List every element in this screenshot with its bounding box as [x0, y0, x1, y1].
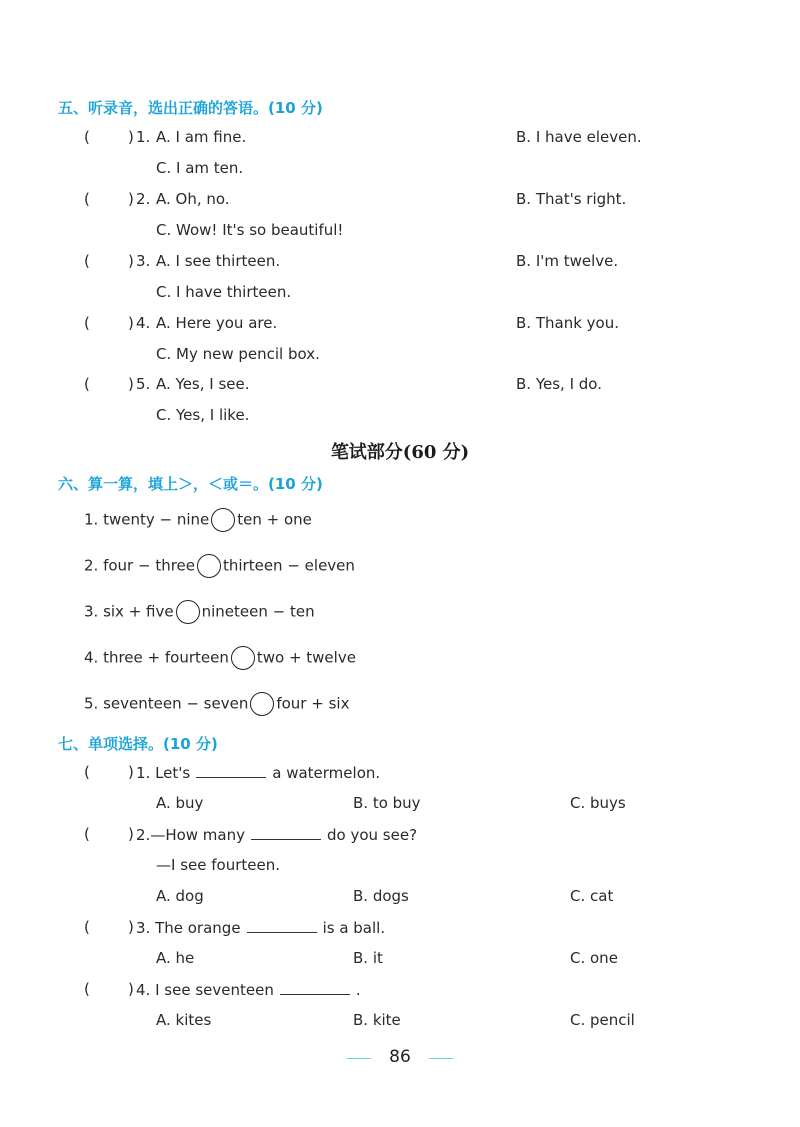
question-number: 2.: [136, 826, 151, 844]
answer-paren-open: (: [84, 918, 90, 936]
answer-paren-close: ): [128, 825, 134, 843]
section-5-title: 五、听录音，选出正确的答语。(10 分): [58, 99, 323, 117]
compare-right: nineteen − ten: [201, 602, 315, 621]
page-number: 86: [389, 1047, 411, 1067]
answer-circle[interactable]: [250, 692, 274, 716]
question-number: 4.: [136, 314, 151, 332]
compare-row: [84, 692, 349, 716]
question-number: 5.: [136, 375, 151, 393]
stem-before: —How many: [150, 826, 245, 844]
answer-paren-open: (: [84, 763, 90, 781]
answer-paren-close: ): [128, 918, 134, 936]
answer-paren-close: ): [128, 252, 134, 270]
compare-left: 5. seventeen − seven: [84, 694, 249, 713]
option-a: A. Oh, no.: [156, 190, 230, 208]
question-stem: [136, 763, 380, 782]
compare-left: 2. four − three: [84, 556, 195, 575]
answer-blank[interactable]: [247, 918, 317, 933]
section-6-title: 六、算一算，填上＞，＜或＝。(10 分): [58, 475, 323, 493]
compare-row: [84, 554, 355, 578]
compare-left: 1. twenty − nine: [84, 510, 210, 529]
answer-paren-open: (: [84, 128, 90, 146]
compare-right: thirteen − eleven: [223, 556, 355, 575]
compare-row: [84, 600, 315, 624]
answer-paren-open: (: [84, 375, 90, 393]
option-a: A. I am fine.: [156, 128, 247, 146]
option-c: C. buys: [570, 794, 626, 812]
option-c: C. Wow! It's so beautiful!: [156, 221, 344, 239]
answer-blank[interactable]: [251, 825, 321, 840]
option-b: B. That's right.: [516, 190, 627, 208]
stem-after: .: [355, 981, 361, 999]
answer-paren-open: (: [84, 980, 90, 998]
compare-left: 4. three + fourteen: [84, 648, 229, 667]
question-number: 4.: [136, 981, 151, 999]
section-7-title: 七、单项选择。(10 分): [58, 735, 218, 753]
option-b: B. to buy: [353, 794, 421, 812]
option-a: A. kites: [156, 1011, 212, 1029]
answer-circle[interactable]: [231, 646, 255, 670]
stem-after: do you see?: [327, 826, 418, 844]
answer-circle[interactable]: [211, 508, 235, 532]
stem-before: The orange: [155, 919, 241, 937]
answer-paren-open: (: [84, 252, 90, 270]
question-stem: [136, 825, 417, 844]
answer-paren-close: ): [128, 314, 134, 332]
option-a: A. Here you are.: [156, 314, 278, 332]
option-a: A. I see thirteen.: [156, 252, 281, 270]
option-a: A. buy: [156, 794, 204, 812]
option-c: C. I have thirteen.: [156, 283, 292, 301]
option-c: C. My new pencil box.: [156, 345, 320, 363]
option-c: C. pencil: [570, 1011, 635, 1029]
question-number: 3.: [136, 919, 151, 937]
answer-paren-open: (: [84, 825, 90, 843]
question-number: 3.: [136, 252, 151, 270]
answer-paren-open: (: [84, 314, 90, 332]
option-b: B. Thank you.: [516, 314, 619, 332]
stem-before: I see seventeen: [155, 981, 274, 999]
written-part-heading: 笔试部分(60 分): [330, 442, 470, 463]
question-stem: [136, 980, 361, 999]
stem-after: a watermelon.: [272, 764, 381, 782]
page-number-rule-right: [429, 1058, 453, 1059]
option-b: B. I'm twelve.: [516, 252, 619, 270]
answer-paren-close: ): [128, 763, 134, 781]
answer-paren-close: ): [128, 375, 134, 393]
option-b: B. it: [353, 949, 383, 967]
compare-right: two + twelve: [256, 648, 356, 667]
option-b: B. Yes, I do.: [516, 375, 602, 393]
answer-paren-close: ): [128, 980, 134, 998]
answer-circle[interactable]: [197, 554, 221, 578]
answer-paren-close: ): [128, 128, 134, 146]
stem-before: Let's: [155, 764, 191, 782]
question-number: 1.: [136, 128, 151, 146]
stem-after: is a ball.: [322, 919, 386, 937]
dialogue-line: —I see fourteen.: [156, 856, 280, 874]
question-stem: [136, 918, 385, 937]
option-c: C. cat: [570, 887, 614, 905]
option-b: B. I have eleven.: [516, 128, 642, 146]
compare-left: 3. six + five: [84, 602, 174, 621]
option-a: A. he: [156, 949, 195, 967]
option-c: C. I am ten.: [156, 159, 244, 177]
option-a: A. Yes, I see.: [156, 375, 250, 393]
answer-circle[interactable]: [176, 600, 200, 624]
compare-row: [84, 646, 356, 670]
option-b: B. kite: [353, 1011, 401, 1029]
option-b: B. dogs: [353, 887, 409, 905]
answer-blank[interactable]: [280, 980, 350, 995]
option-c: C. one: [570, 949, 618, 967]
answer-paren-close: ): [128, 190, 134, 208]
compare-right: four + six: [276, 694, 350, 713]
question-number: 1.: [136, 764, 151, 782]
question-number: 2.: [136, 190, 151, 208]
option-c: C. Yes, I like.: [156, 406, 250, 424]
answer-blank[interactable]: [196, 763, 266, 778]
compare-right: ten + one: [237, 510, 312, 529]
option-a: A. dog: [156, 887, 204, 905]
answer-paren-open: (: [84, 190, 90, 208]
compare-row: [84, 508, 312, 532]
